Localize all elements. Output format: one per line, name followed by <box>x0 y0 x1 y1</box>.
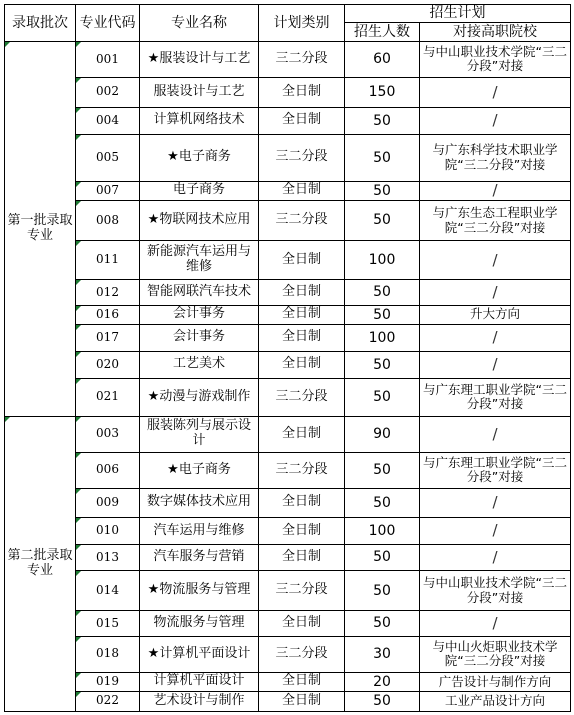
major-name: 物流服务与管理 <box>140 611 259 636</box>
plan-type: 全日制 <box>259 672 345 691</box>
plan-type: 全日制 <box>259 352 345 378</box>
partner-college: 工业产品设计方向 <box>420 691 571 711</box>
major-name: 汽车运用与维修 <box>140 518 259 544</box>
plan-type: 三二分段 <box>259 378 345 416</box>
enroll-count: 50 <box>345 488 420 518</box>
table-row <box>5 241 571 280</box>
partner-college: 与广东理工职业学院“三二分段”对接 <box>420 378 571 416</box>
major-code: 002 <box>76 77 140 107</box>
major-code: 012 <box>76 280 140 305</box>
major-name: ★电子商务 <box>140 135 259 182</box>
plan-type: 全日制 <box>259 324 345 352</box>
enroll-count: 50 <box>345 571 420 611</box>
enroll-count: 50 <box>345 378 420 416</box>
header-code: 专业代码 <box>76 5 140 42</box>
major-name: 智能网联汽车技术 <box>140 280 259 305</box>
enroll-count: 50 <box>345 305 420 324</box>
major-name: 工艺美术 <box>140 352 259 378</box>
major-name: 服装设计与工艺 <box>140 77 259 107</box>
enroll-count: 50 <box>345 452 420 488</box>
enroll-count: 90 <box>345 416 420 452</box>
table-row <box>5 544 571 570</box>
plan-type: 三二分段 <box>259 42 345 78</box>
major-name: ★物联网技术应用 <box>140 200 259 240</box>
partner-college: / <box>420 324 571 352</box>
table-row <box>5 280 571 305</box>
partner-college: / <box>420 518 571 544</box>
partner-college: / <box>420 77 571 107</box>
enroll-count: 50 <box>345 611 420 636</box>
plan-type: 全日制 <box>259 77 345 107</box>
enroll-count: 50 <box>345 181 420 200</box>
major-code: 022 <box>76 691 140 711</box>
enroll-count: 50 <box>345 135 420 182</box>
header-plan: 招生计划 <box>345 5 571 23</box>
partner-college: 与广东生态工程职业学院“三二分段”对接 <box>420 200 571 240</box>
enroll-count: 100 <box>345 518 420 544</box>
major-name: 服装陈列与展示设计 <box>140 416 259 452</box>
major-code: 011 <box>76 241 140 280</box>
partner-college: / <box>420 544 571 570</box>
major-code: 017 <box>76 324 140 352</box>
major-name: 计算机网络技术 <box>140 107 259 135</box>
major-name: 汽车服务与营销 <box>140 544 259 570</box>
plan-type: 全日制 <box>259 488 345 518</box>
enroll-count: 50 <box>345 352 420 378</box>
plan-type: 三二分段 <box>259 200 345 240</box>
major-code: 013 <box>76 544 140 570</box>
major-code: 001 <box>76 42 140 78</box>
major-name: 计算机平面设计 <box>140 672 259 691</box>
plan-type: 全日制 <box>259 181 345 200</box>
partner-college: 与广东科学技术职业学院“三二分段”对接 <box>420 135 571 182</box>
batch-label: 第二批录取专业 <box>5 416 76 711</box>
plan-type: 全日制 <box>259 416 345 452</box>
major-code: 009 <box>76 488 140 518</box>
partner-college: / <box>420 181 571 200</box>
partner-college: / <box>420 241 571 280</box>
plan-type: 三二分段 <box>259 452 345 488</box>
partner-college: 升大方向 <box>420 305 571 324</box>
table-body <box>5 42 571 712</box>
enroll-count: 100 <box>345 324 420 352</box>
enroll-count: 30 <box>345 636 420 672</box>
enroll-count: 50 <box>345 200 420 240</box>
major-code: 016 <box>76 305 140 324</box>
table-row <box>5 107 571 135</box>
major-code: 015 <box>76 611 140 636</box>
enroll-count: 100 <box>345 241 420 280</box>
table-row <box>5 305 571 324</box>
enroll-count: 50 <box>345 107 420 135</box>
enroll-count: 50 <box>345 544 420 570</box>
major-name: 新能源汽车运用与维修 <box>140 241 259 280</box>
plan-type: 全日制 <box>259 241 345 280</box>
major-name: ★服装设计与工艺 <box>140 42 259 78</box>
partner-college: / <box>420 488 571 518</box>
plan-type: 全日制 <box>259 280 345 305</box>
table-row <box>5 324 571 352</box>
table-row <box>5 181 571 200</box>
header-count: 招生人数 <box>345 23 420 42</box>
partner-college: 与中山职业技术学院“三二分段”对接 <box>420 42 571 78</box>
major-code: 003 <box>76 416 140 452</box>
table-row <box>5 611 571 636</box>
enroll-count: 50 <box>345 691 420 711</box>
major-code: 005 <box>76 135 140 182</box>
major-name: ★动漫与游戏制作 <box>140 378 259 416</box>
plan-type: 三二分段 <box>259 571 345 611</box>
major-name: ★物流服务与管理 <box>140 571 259 611</box>
partner-college: / <box>420 416 571 452</box>
enroll-count: 60 <box>345 42 420 78</box>
enroll-count: 20 <box>345 672 420 691</box>
major-name: 会计事务 <box>140 305 259 324</box>
table-row <box>5 691 571 711</box>
batch-label: 第一批录取专业 <box>5 42 76 417</box>
table-row <box>5 518 571 544</box>
plan-type: 全日制 <box>259 305 345 324</box>
major-code: 019 <box>76 672 140 691</box>
major-name: 会计事务 <box>140 324 259 352</box>
plan-type: 三二分段 <box>259 636 345 672</box>
major-code: 020 <box>76 352 140 378</box>
major-name: 艺术设计与制作 <box>140 691 259 711</box>
table-row <box>5 135 571 182</box>
major-code: 010 <box>76 518 140 544</box>
major-code: 014 <box>76 571 140 611</box>
major-name: ★电子商务 <box>140 452 259 488</box>
enroll-count: 50 <box>345 280 420 305</box>
major-code: 006 <box>76 452 140 488</box>
major-name: ★计算机平面设计 <box>140 636 259 672</box>
partner-college: 与中山火炬职业技术学院“三二分段”对接 <box>420 636 571 672</box>
table-row <box>5 636 571 672</box>
table-row <box>5 571 571 611</box>
header-type: 计划类别 <box>259 5 345 42</box>
header-row-top <box>5 5 571 23</box>
table-row <box>5 77 571 107</box>
header-batch: 录取批次 <box>5 5 76 42</box>
major-name: 数字媒体技术应用 <box>140 488 259 518</box>
major-name: 电子商务 <box>140 181 259 200</box>
table-row <box>5 200 571 240</box>
header-partner: 对接高职院校 <box>420 23 571 42</box>
table-row <box>5 672 571 691</box>
partner-college: / <box>420 280 571 305</box>
table-row <box>5 378 571 416</box>
table-row <box>5 452 571 488</box>
table-row <box>5 352 571 378</box>
partner-college: 广告设计与制作方向 <box>420 672 571 691</box>
table-row <box>5 416 571 452</box>
plan-type: 全日制 <box>259 691 345 711</box>
partner-college: 与广东理工职业学院“三二分段”对接 <box>420 452 571 488</box>
major-code: 021 <box>76 378 140 416</box>
table-row <box>5 488 571 518</box>
table-row <box>5 42 571 78</box>
partner-college: / <box>420 611 571 636</box>
partner-college: / <box>420 352 571 378</box>
plan-type: 全日制 <box>259 107 345 135</box>
partner-college: / <box>420 107 571 135</box>
enrollment-plan-table <box>4 4 571 712</box>
plan-type: 三二分段 <box>259 135 345 182</box>
plan-type: 全日制 <box>259 611 345 636</box>
partner-college: 与中山职业技术学院“三二分段”对接 <box>420 571 571 611</box>
major-code: 004 <box>76 107 140 135</box>
plan-type: 全日制 <box>259 518 345 544</box>
major-code: 018 <box>76 636 140 672</box>
header-name: 专业名称 <box>140 5 259 42</box>
plan-type: 全日制 <box>259 544 345 570</box>
enroll-count: 150 <box>345 77 420 107</box>
major-code: 007 <box>76 181 140 200</box>
major-code: 008 <box>76 200 140 240</box>
